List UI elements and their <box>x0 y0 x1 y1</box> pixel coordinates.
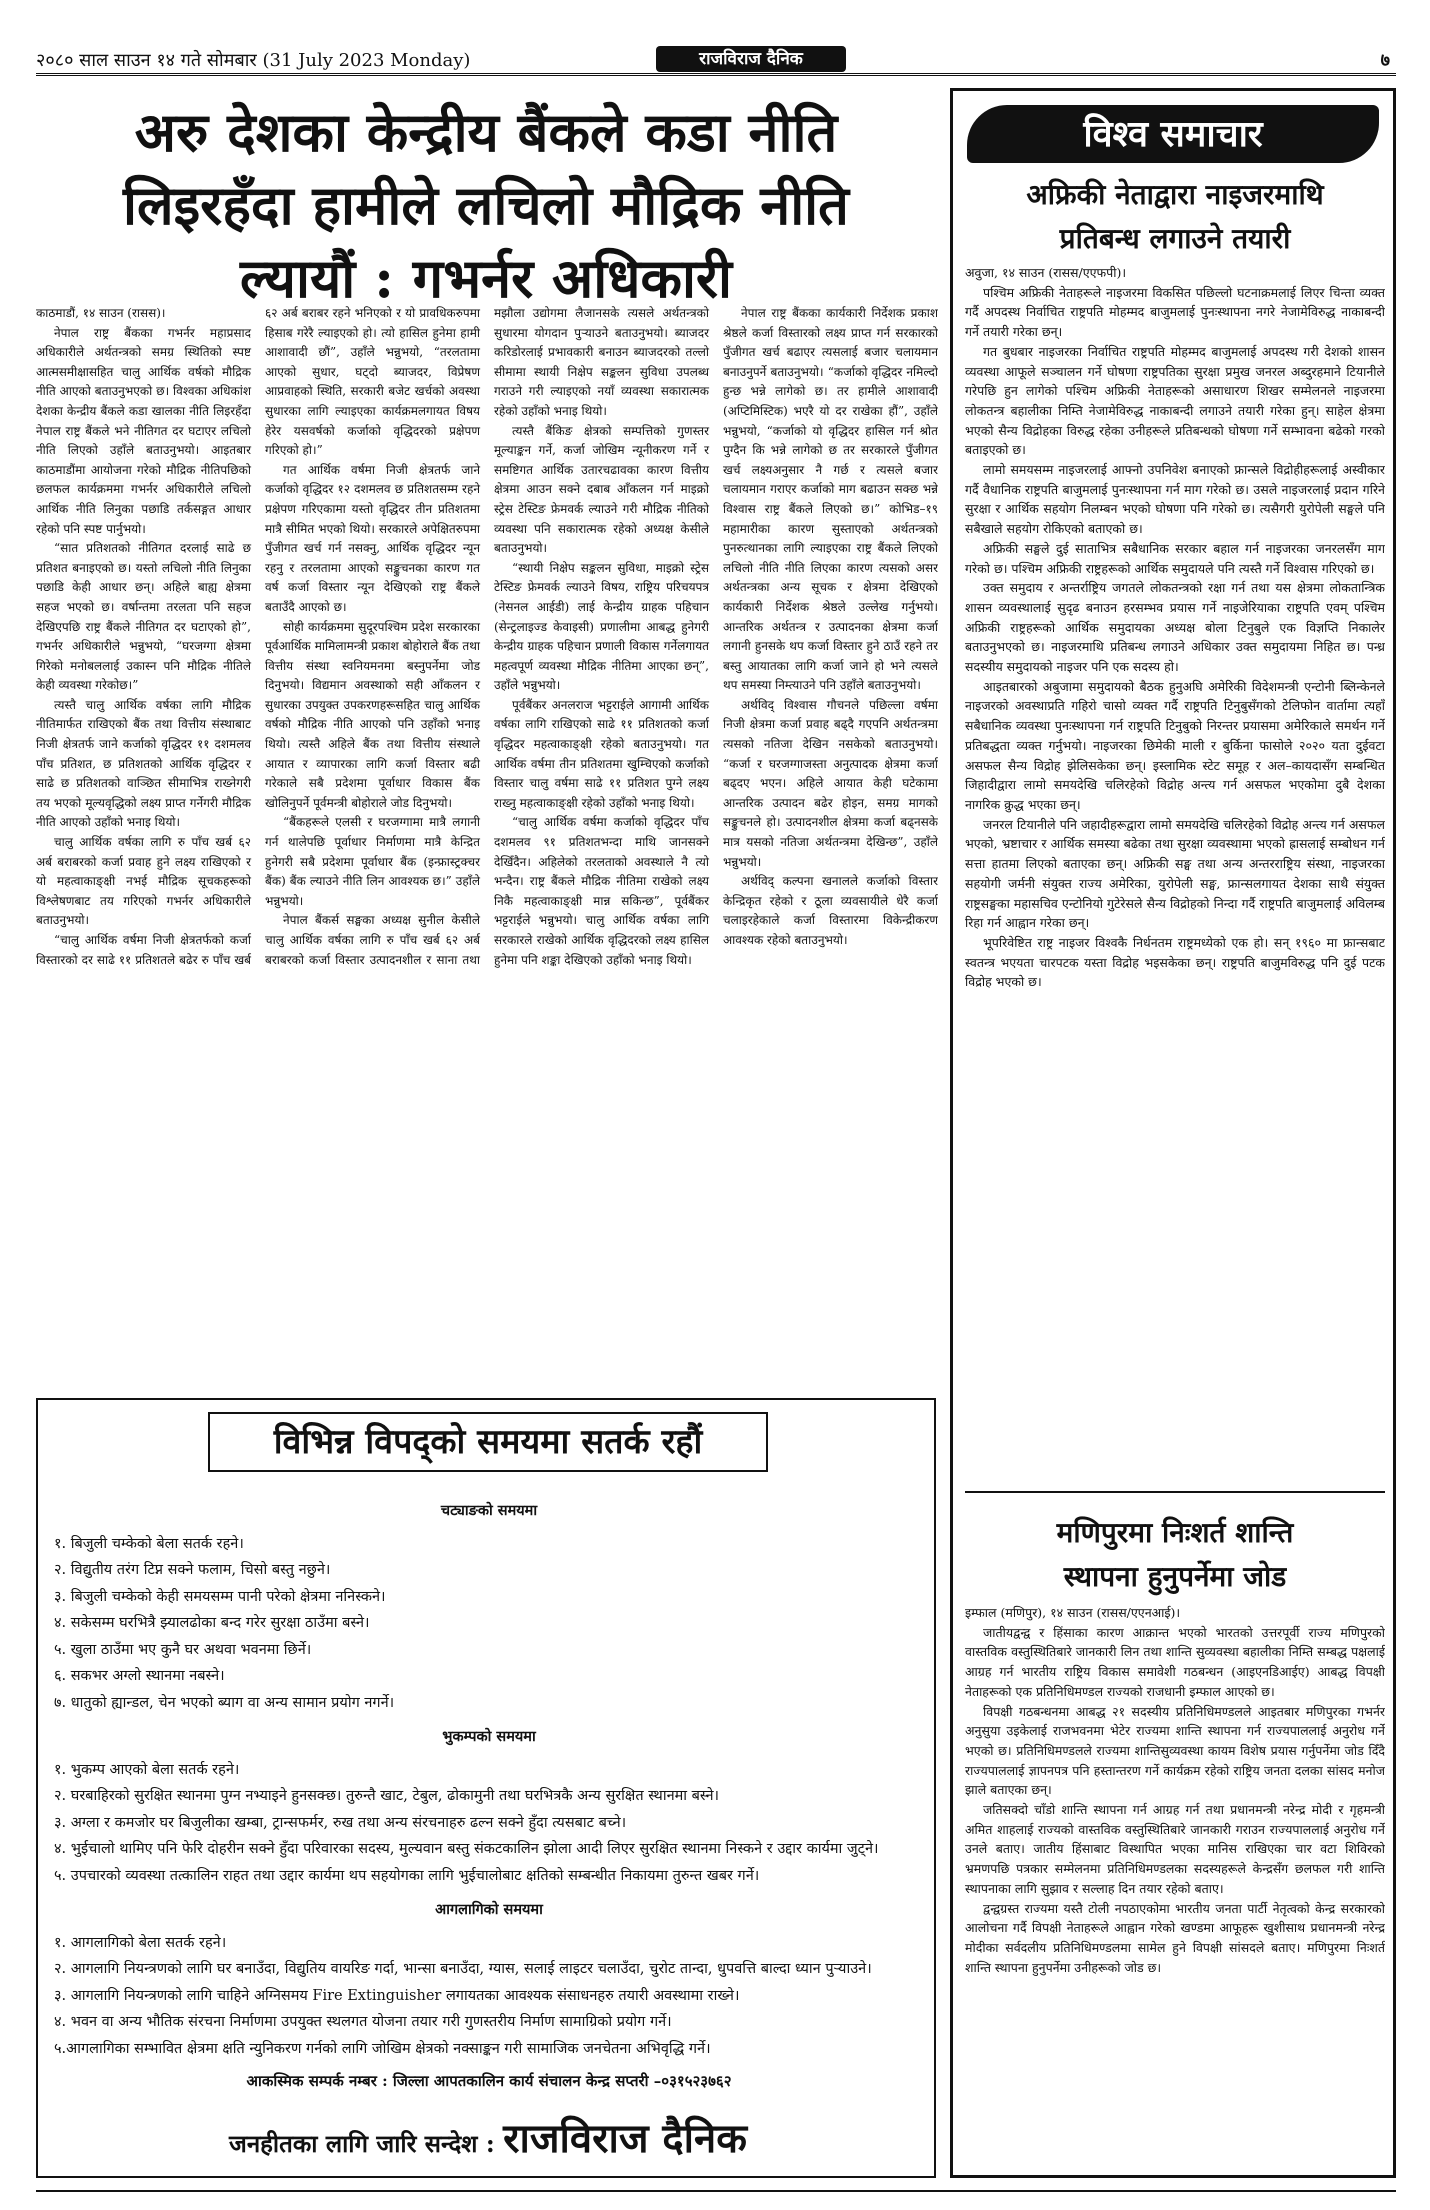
paragraph: भूपरिवेष्टित राष्ट्र नाइजर विश्वकै निर्धनतम राष्ट्रमध्येको एक हो। सन् १९६० मा फ्रान्सबाट स्वतन्त्र भएयता चारपटक यस्ता विद्रोह भइसकेका छन्। राष्ट्रपति बाजुमविरुद्ध पनि दुई पटक विद्रोह भएको छ। <box>965 934 1385 990</box>
disaster-awareness-box <box>36 1398 936 2178</box>
paragraph: विपक्षी गठबन्धनमा आबद्ध २१ सदस्यीय प्रतिनिधिमण्डलले आइतबार मणिपुरका गभर्नर अनुसुया उइकेलाई राजभवनमा भेटेर राज्यमा शान्ति स्थापना गर्न राज्यपाललाई अनुरोध गर्ने भएको छ। प्रतिनिधिमण्डलले राज्यमा शान्तिसुव्यवस्था कायम विशेष प्रयास गर्नुपर्नेमा जोड दिँदै राज्यपाललाई ज्ञापनपत्र पनि हस्तान्तरण गर्ने कार्यक्रम रहेको राष्ट्रिय जनता दलका सांसद मनोज झाले बताएका छन्। <box>965 1703 1385 1798</box>
guideline-item: ३. बिजुली चम्केको केही समयसम्म पानी परेको क्षेत्रमा ननिस्कने। <box>54 1588 386 1605</box>
footer-prefix: जनहीतका लागि जारि सन्देश : <box>229 2129 495 2158</box>
page-header <box>36 46 1396 76</box>
world-news-box <box>950 88 1396 2178</box>
paragraph: पूर्वबैंकर अनलराज भट्टराईले आगामी आर्थिक वर्षका लागि राखिएको साढे ११ प्रतिशतको कर्जा वृद्धिदर महत्वाकाङ्क्षी रहेको बताउनुभयो। गत आर्थिक वर्षमा तीन प्रतिशतमा खुम्चिएको कर्जाको विस्तार चालु वर्षमा साढे ११ प्रतिशत पुग्ने लक्ष्य राख्नु महत्वाकाङ्क्षी रहेको उहाँको भनाइ थियो। <box>494 697 709 810</box>
guideline-item: ४. भवन वा अन्य भौतिक संरचना निर्माणमा उपयुक्त स्थलगत योजना तयार गरी गुणस्तरीय निर्माण सामाग्रिको प्रयोग गर्ने। <box>54 2014 672 2030</box>
world-story1-body <box>965 263 1385 1483</box>
headline-line: अरु देशका केन्द्रीय बैंकले कडा नीति <box>134 100 838 164</box>
paragraph: जातीयद्वन्द्व र हिंसाका कारण आक्रान्त भएको भारतको उत्तरपूर्वी राज्य मणिपुरको वास्तविक वस्तुस्थितिबारे जानकारी लिन तथा शान्ति सुव्यवस्था बहालीका निम्ति सम्बद्ध पक्षलाई आग्रह गर्न भारतीय राष्ट्रिय विकास समावेशी गठबन्धन (आइएनडिआईए) आबद्ध विपक्षी नेताहरूको एक प्रतिनिधिमण्डल राज्यको राजधानी इम्फाल आएको छ। <box>965 1624 1385 1699</box>
guideline-section-heading: भुकम्पको समयमा <box>442 1728 536 1745</box>
headline-line: लिइरहँदा हामीले लचिलो मौद्रिक नीति <box>123 173 849 237</box>
world-story2-body <box>965 1603 1385 2163</box>
paragraph: नेपाल बैंकर्स सङ्घका अध्यक्ष सुनील केसीले चालु आर्थिक वर्षका लागि रु पाँच खर्ब ६२ अर्ब बराबरको कर्जा विस्तार उत्पादनशील र साना तथा मझौला उद्योगमा लैजानसके त्यसले अर्थतन्त्रको सुधारमा योगदान पुऱ्याउने बताउनुभयो। ब्याजदर करिडोरलाई प्रभावकारी बनाउन ब्याजदरको तल्लो सीमामा स्थायी निक्षेप सङ्कलन सुविधा उपलब्ध गराउने गरी ल्याइएको नयाँ व्यवस्था सकारात्मक रहेको उहाँको भनाइ थियो। <box>265 306 709 967</box>
paragraph: उक्त समुदाय र अन्तर्राष्ट्रिय जगतले लोकतन्त्रको रक्षा गर्न तथा यस क्षेत्रमा लोकतान्त्रिक शासन व्यवस्थालाई सुदृढ बनाउन हरसम्भव प्रयास गर्ने नाइजेरियाका राष्ट्रपति एवम् पश्चिम अफ्रिकी राष्ट्रहरूको आर्थिक समुदायका अध्यक्ष बोला टिनुबुले एक विज्ञप्ति निकालेर बताउनुभएको छ। नाइजरमाथि प्रतिबन्ध लगाउने अधिकार उक्त समुदायमा निहित छ। पन्ध्र सदस्यीय समुदायको नाइजर पनि एक सदस्य हो। <box>965 580 1385 675</box>
paragraph: इम्फाल (मणिपुर), १४ साउन (रासस/एएनआई)। <box>965 1605 1181 1620</box>
main-story-body <box>36 304 938 1384</box>
paragraph: “चालु आर्थिक वर्षमा निजी क्षेत्रतर्फको कर्जा विस्तारको दर साढे ११ प्रतिशतले बढेर रु पाँच खर्ब ६२ अर्ब बराबर रहने भनिएको र यो प्रावधिकरुपमा हिसाब गरेरै ल्याइएको हो। त्यो हासिल हुनेमा हामी आशावादी छौं”, उहाँले भन्नुभयो, “तरलतामा आएको सुधार, घट्दो ब्याजदर, विप्रेषण आप्रवाहको स्थिति, सरकारी बजेट खर्चको अवस्था सुधारका लागि ल्याइएका कार्यक्रमलगायत विषय हेरेर यसवर्षको कर्जाको वृद्धिदरको प्रक्षेपण गरिएको हो।” <box>36 306 480 967</box>
guideline-item: १. बिजुली चम्केको बेला सतर्क रहने। <box>54 1535 244 1552</box>
paragraph: नेपाल राष्ट्र बैंकका कार्यकारी निर्देशक प्रकाश श्रेष्ठले कर्जा विस्तारको लक्ष्य प्राप्त गर्न सरकारको पुँजीगत खर्च बढाएर त्यसलाई बजार चलायमान बनाउनुपर्ने बताउनुभयो। “कर्जाको वृद्धिदर नमिल्दो हुन्छ भन्ने लागेको छ। तर हामीले आशावादी (अप्टिमिस्टिक) भएरै यो दर राखेका हौं”, उहाँले भन्नुभयो, “कर्जाको यो वृद्धिदर हासिल गर्न श्रोत पुग्दैन कि भन्ने लागेको छ तर सरकारले पुँजीगत खर्च लक्ष्यअनुसार नै गर्छ र त्यसले बजार चलायमान गराएर कर्जाको माग बढाउन सक्छ भन्ने विश्वास राष्ट्र बैंकले लिएको छ।” कोभिड–१९ महामारीका कारण सुस्ताएको अर्थतन्त्रको पुनरुत्थानका लागि ल्याइएका राष्ट्र बैंकले लिएको लचिलो नीति नीति लिएका कारण त्यसको असर अर्थतन्त्रका अन्य सूचक र क्षेत्रमा देखिएको कार्यकारी निर्देशक श्रेष्ठले उल्लेख गर्नुभयो। आन्तरिक अर्थतन्त्र र उत्पादनका क्षेत्रमा कर्जा लगानी हुनसके थप कर्जा विस्तार हुने ठाउँ रहने तर बस्तु आयातका लागि कर्जा जाने हो भने त्यसले थप समस्या निम्त्याउने पनि उहाँले बताउनुभयो। <box>723 306 938 693</box>
paragraph: चालु आर्थिक वर्षका लागि रु पाँच खर्ब ६२ अर्ब बराबरको कर्जा प्रवाह हुने लक्ष्य राखिएको र यो महत्वाकाङ्क्षी नभई मौद्रिक सूचकहरूको विश्लेषणबाट तय गरिएको गभर्नर अधिकारीले बताउनुभयो। <box>36 835 251 928</box>
guideline-item: ७. धातुको ह्यान्डल, चेन भएको ब्याग वा अन्य सामान प्रयोग नगर्ने। <box>54 1694 395 1711</box>
paragraph: त्यस्तै बैंकिङ क्षेत्रको सम्पत्तिको गुणस्तर मूल्याङ्कन गर्ने, कर्जा जोखिम न्यूनीकरण गर्ने र समष्टिगत आर्थिक उतारचढावका कारण वित्तीय क्षेत्रमा आउन सक्ने दबाब आँकलन गर्न माइक्रो स्ट्रेस टेस्टिङ फ्रेमवर्क ल्याउने गरी मौद्रिक नीतिको व्यवस्था पनि सकारात्मक रहेको अध्यक्ष केसीले बताउनुभयो। <box>494 423 709 556</box>
paragraph: अवुजा, १४ साउन (रासस/एएफपी)। <box>965 265 1127 280</box>
paragraph: नेपाल राष्ट्र बैंकका गभर्नर महाप्रसाद अधिकारीले अर्थतन्त्रको समग्र स्थितिको स्पष्ट आत्मसमीक्षासहित चालु आर्थिक वर्षको मौद्रिक नीति आएको बताउनुभएको छ। विश्वका अधिकांश देशका केन्द्रीय बैंकले कडा खालका नीति लिइरहँदा नेपाल राष्ट्र बैंकले भने नीतिगत दर घटाएर लचिलो नीति लिएको उहाँले बताउनुभयो। आइतबार काठमाडौंमा आयोजना गरेको मौद्रिक नीतिपछिको छलफल कार्यक्रममा गभर्नर अधिकारीले लचिलो आर्थिक नीति लिनुका पछाडि तर्कसङ्गत आधार रहेको पनि स्पष्ट पार्नुभयो। <box>36 325 251 536</box>
paragraph: सोही कार्यक्रममा सुदूरपश्चिम प्रदेश सरकारका पूर्वआर्थिक मामिलामन्त्री प्रकाश बोहोराले बैंक तथा वित्तीय संस्था स्वनियमनमा बस्नुपर्नेमा जोड दिनुभयो। विद्यमान अवस्थाको सही आँकलन र सुधारका उपयुक्त उपकरणहरूसहित चालु आर्थिक वर्षको मौद्रिक नीति आएको पनि उहाँको भनाइ थियो। त्यस्तै अहिले बैंक तथा वित्तीय संस्थाले आयात र व्यापारका लागि कर्जा विस्तार बढी गरेकाले सबै प्रदेशमा पूर्वाधार विकास बैंक खोलिनुपर्ने पूर्वमन्त्री बोहोराले जोड दिनुभयो। <box>265 619 480 810</box>
guideline-item: १. आगलागिको बेला सतर्क रहने। <box>54 1934 227 1951</box>
guideline-section-heading: चट्याङको समयमा <box>440 1502 538 1519</box>
section-divider <box>965 1491 1385 1493</box>
paragraph: जनरल टियानीले पनि जहादीहरूद्वारा लामो समयदेखि चलिरहेको विद्रोह अन्त्य गर्न असफल भएको, भ्रष्टाचार र आर्थिक समस्या बढेका तथा सुरक्षा व्यवस्थामा भएको ह्रासलाई सम्बोधन गर्न सत्ता हातमा लिएको बताएका छन्। अफ्रिकी सङ्घ तथा अन्य अन्तरराष्ट्रिय संस्था, नाइजरका सहयोगी जर्मनी संयुक्त राज्य अमेरिका, युरोपेली सङ्घ, फ्रान्सलगायत देशका साथै संयुक्त राष्ट्रसङ्घका महासचिव एन्टोनियो गुटेरेसले सैन्य विद्रोहको निन्दा गर्दै राष्ट्रपति बाजुमलाई अविलम्ब रिहा गर्न आह्वान गरेका छन्। <box>965 816 1385 931</box>
guideline-list <box>54 1930 924 2063</box>
guideline-item: १. भुकम्प आएको बेला सतर्क रहने। <box>54 1761 240 1778</box>
issue-date: २०८० साल साउन १४ गते सोमबार (31 July 2023 Monday) <box>36 50 471 71</box>
guideline-item: २. आगलागि नियन्त्रणको लागि घर बनाउँदा, विद्युतिय वायरिङ गर्दा, भान्सा बनाउँदा, ग्यास, सलाई लाइटर चलाउँदा, चुरोट तान्दा, धुपवत्ति बाल्दा ध्यान पुऱ्याउने। <box>54 1961 872 1977</box>
guideline-item: २. घरबाहिरको सुरक्षित स्थानमा पुग्न नभ्याइने हुनसक्छ। तुरुन्तै खाट, टेबुल, ढोकामुनी तथा घरभित्रकै अन्य सुरक्षित स्थानमा बस्ने। <box>54 1788 720 1804</box>
paragraph: अर्थविद् विश्वास गौचनले पछिल्ला वर्षमा निजी क्षेत्रमा कर्जा प्रवाह बढ्दै गएपनि अर्थतन्त्रमा त्यसको नतिजा देखिन नसकेको बताउनुभयो। “कर्जा र घरजग्गाजस्ता अनुत्पादक क्षेत्रमा कर्जा बढ्दए भएन। अहिले आयात केही घटेकामा आन्तरिक उत्पादन बढेर होइन, समग्र मागको सङ्कुचनले हो। उत्पादनशील क्षेत्रमा कर्जा बढ्नसके मात्र यसको नतिजा अर्थतन्त्रमा देखिन्छ”, उहाँले भन्नुभयो। <box>723 697 938 869</box>
main-headline <box>36 96 936 315</box>
paragraph: पश्चिम अफ्रिकी नेताहरूले नाइजरमा विकसित पछिल्लो घटनाक्रमलाई लिएर चिन्ता व्यक्त गर्दै अपदस्थ निर्वाचित राष्ट्रपति मोहम्मद बाजुमलाई पुनःस्थापना नगरे नेजामेविरुद्ध नाकाबन्दी गर्ने तयारी गरेका छन्। <box>965 284 1385 340</box>
public-message-footer <box>38 2109 938 2164</box>
guideline-item: ५.आगलागिका सम्भावित क्षेत्रमा क्षति न्युनिकरण गर्नको लागि जोखिम क्षेत्रको नक्साङ्कन गरी सामाजिक जनचेतना अभिवृद्धि गर्ने। <box>54 2040 711 2057</box>
guideline-item: २. विद्युतीय तरंग टिप्न सक्ने फलाम, चिसो बस्तु नछुने। <box>54 1562 331 1578</box>
disaster-guidelines <box>54 1490 924 2095</box>
guideline-item: ३. आगलागि नियन्त्रणको लागि चाहिने अग्निसमय Fire Extinguisher लगायतका आवश्यक संसाधनहरु तयारी अवस्थामा राख्ने। <box>54 1987 740 2004</box>
headline-line: ल्यायौं : गभर्नर अधिकारी <box>239 246 733 310</box>
guideline-item: ४. सकेसम्म घरभित्रै झ्यालढोका बन्द गरेर सुरक्षा ठाउँमा बस्ने। <box>54 1615 370 1631</box>
paragraph: काठमाडौं, १४ साउन (रासस)। <box>36 306 166 320</box>
guideline-item: ४. भुईचालो थामिए पनि फेरि दोहरीन सक्ने हुँदा परिवारका सदस्य, मुल्यवान बस्तु संकटकालिन झोला आदी लिएर सुरक्षित स्थानमा निस्कने र उद्दार कार्यमा जुट्ने। <box>54 1841 879 1857</box>
guideline-section-heading: आगलागिको समयमा <box>435 1901 543 1918</box>
guideline-list <box>54 1757 924 1890</box>
guideline-item: ६. सकभर अग्लो स्थानमा नबस्ने। <box>54 1668 225 1684</box>
masthead-logo: राजविराज दैनिक <box>656 46 846 72</box>
disaster-box-title: विभिन्न विपद्को समयमा सतर्क रहौं <box>208 1412 768 1472</box>
page-number: ७ <box>1380 50 1390 71</box>
paragraph: अर्थविद् कल्पना खनालले कर्जाको विस्तार केन्द्रिकृत रहेको र ठूला व्यवसायीले धेरै कर्जा चलाइरहेकाले कर्जा विस्तारमा विकेन्द्रीकरण आवश्यक रहेको बताउनुभयो। <box>723 874 938 947</box>
world-story1-headline: अफ्रिकी नेताद्वारा नाइजरमाथि प्रतिबन्ध लगाउने तयारी <box>1026 178 1324 255</box>
paragraph: गत आर्थिक वर्षमा निजी क्षेत्रतर्फ जाने कर्जाको वृद्धिदर १२ दशमलव छ प्रतिशतसम्म रहने प्रक्षेपण गरिएकामा यस्तो वृद्धिदर तीन प्रतिशतमा मात्रै सीमित भएको थियो। सरकारले अपेक्षितरुपमा पुँजीगत खर्च गर्न नसक्नु, आर्थिक वृद्धिदर न्यून रहनु र तरलतामा आएको सङ्कुचनका कारण गत वर्ष कर्जा विस्तार न्यून देखिएको राष्ट्र बैंकले बताउँदै आएको छ। <box>265 462 480 614</box>
paragraph: “स्थायी निक्षेप सङ्कलन सुविधा, माइक्रो स्ट्रेस टेस्टिङ फ्रेमवर्क ल्याउने विषय, राष्ट्रिय परिचयपत्र (नेसनल आईडी) लाई केन्द्रीय ग्राहक पहिचान (सेन्ट्रलाइज्ड केवाइसी) प्रणालीमा आबद्ध हुनेगरी केन्द्रीय ग्राहक पहिचान प्रणाली विकास गर्नेलगायत महत्वपूर्ण व्यवस्था मौद्रिक नीतिमा आएका छन्”, उहाँले भन्नुभयो। <box>494 560 709 693</box>
guideline-item: ३. अग्ला र कमजोर घर बिजुलीका खम्बा, ट्रान्सफर्मर, रुख तथा अन्य संरचनाहरु ढल्न सक्ने हुँदा त्यसबाट बच्ने। <box>54 1814 627 1831</box>
world-story2-headline: मणिपुरमा निःशर्त शान्ति स्थापना हुनुपर्नेमा जोड <box>1056 1516 1294 1593</box>
guideline-list <box>54 1531 924 1717</box>
paragraph: जतिसक्दो चाँडो शान्ति स्थापना गर्न आग्रह गर्न तथा प्रधानमन्त्री नरेन्द्र मोदी र गृहमन्त्री अमित शाहलाई राज्यको वास्तविक वस्तुस्थितिबारे जानकारी गराउन राज्यपाललाई अनुरोध गर्ने उनले बताए। जातीय हिंसाबाट विस्थापित भएका मानिस राखिएका चार वटा शिविरको भ्रमणपछि पत्रकार सम्मेलनमा प्रतिनिधिमण्डलका सदस्यहरूले केन्द्रसँग छलफल गरी शान्ति स्थापनाका लागि सुझाव र सल्लाह दिन तयार रहेको बताए। <box>965 1802 1385 1896</box>
emergency-contact: आकस्मिक सम्पर्क नम्बर : जिल्ला आपतकालिन कार्य संचालन केन्द्र सप्तरी –०३१५२३७६२ <box>246 2072 732 2090</box>
guideline-item: ५. उपचारको व्यवस्था तत्कालिन राहत तथा उद्दार कार्यमा थप सहयोगका लागि भुईचालोबाट क्षतिको सम्बन्धीत निकायमा तुरुन्त खबर गर्ने। <box>54 1867 760 1884</box>
paragraph: गत बुधबार नाइजरका निर्वाचित राष्ट्रपति मोहम्मद बाजुमलाई अपदस्थ गरी देशको शासन व्यवस्था आफूले सञ्चालन गर्ने घोषणा राष्ट्रपतिका सुरक्षा प्रमुख जनरल अब्दुरहमाने टियानीले गरेपछि हुन लागेको पश्चिम अफ्रिकी नेताहरूको असाधारण शिखर सम्मेलनले नाइजरमा लोकतन्त्र बहालीका निम्ति नेजामेविरुद्ध नाकाबन्दी लगाउने तयारी गरेका हुन्। साहेल क्षेत्रमा भएको सैन्य विद्रोहका विरुद्ध रहेका उनीहरूले प्रतिबन्धको घोषणा गर्ने सम्भावना बढेको गरको बताइएको छ। <box>965 343 1385 458</box>
paragraph: “सात प्रतिशतको नीतिगत दरलाई साढे छ प्रतिशत बनाइएको छ। यस्तो लचिलो नीति लिनुका पछाडि केही आधार छन्। अहिले बाह्य क्षेत्रमा सहज भएको छ। वर्षान्तमा तरलता पनि सहज देखिएपछि राष्ट्र बैंकले नीतिगत दर घटाएको हो”, गभर्नर अधिकारीले भन्नुभयो, “घरजग्गा क्षेत्रमा गिरेको मनोबललाई उकास्न पनि मौद्रिक नीतिले केही व्यवस्था गरेकोछ।” <box>36 541 251 693</box>
guideline-item: ५. खुला ठाउँमा भए कुनै घर अथवा भवनमा छिर्ने। <box>54 1641 312 1658</box>
paragraph: आइतबारको अबुजामा समुदायको बैठक हुनुअघि अमेरिकी विदेशमन्त्री एन्टोनी ब्लिन्केनले नाइजरको अवस्थाप्रति गहिरो चासो व्यक्त गर्दै राष्ट्रपति टिनुबुसँगको टेलिफोन वार्तामा त्यहाँ सबैधानिक व्यवस्था पुनःस्थापना गर्न राष्ट्रपति टिनुबुको निरन्तर प्रयासमा अमेरिकाले समर्थन गर्ने प्रतिबद्धता व्यक्त गर्नुभयो। नाइजरका छिमेकी माली र बुर्किना फासोले २०२० यता दुईवटा असफल सैन्य विद्रोह झेलिसकेका छन्। इस्लामिक स्टेट समूह र अल–कायदासँग सम्बन्धित जिहादीद्वारा लामो समयदेखि चलिरहेको विद्रोह अन्त्य गर्न असफल भएकोमा दुबै देशका नागरिक क्रुद्ध भएका छन्। <box>965 678 1385 812</box>
world-news-banner: विश्व समाचार <box>967 105 1379 163</box>
bottom-rule <box>36 2190 1396 2192</box>
paragraph: अफ्रिकी सङ्घले दुई साताभित्र सबैधानिक सरकार बहाल गर्न नाइजरका जनरलसँग माग गरेको छ। पश्चिम अफ्रिकी राष्ट्रहरूको आर्थिक समुदायले पनि त्यस्तै गर्ने विश्वास गरिएको छ। <box>965 540 1385 576</box>
paragraph: लामो समयसम्म नाइजरलाई आफ्नो उपनिवेश बनाएको फ्रान्सले विद्रोहीहरूलाई अस्वीकार गर्दै वैधानिक राष्ट्रपति बाजुमलाई पुनःस्थापना गर्न माग गरेको छ। उसले नाइजरलाई प्रदान गरिने सुरक्षा र आर्थिक सहयोग निलम्बन भएको घोषणा पनि गरेको छ। त्यसैगरी युरोपेली सङ्घले पनि सबैखाले सहयोग रोकिएको बताएको छ। <box>965 462 1385 537</box>
footer-newspaper-name: राजविराज दैनिक <box>503 2115 747 2162</box>
paragraph: “चालु आर्थिक वर्षमा कर्जाको वृद्धिदर पाँच दशमलव ९१ प्रतिशतभन्दा माथि जानसक्ने देखिँदैन। अहिलेको तरलताको अवस्थाले नै त्यो भन्दैन। राष्ट्र बैंकले मौद्रिक नीतिमा राखेको लक्ष्य निकै महत्वाकाङ्क्षी मान्न सकिन्छ”, पूर्वबैंकर भट्टराईले भन्नुभयो। चालु आर्थिक वर्षका लागि सरकारले राखेको आर्थिक वृद्धिदरको लक्ष्य हासिल हुनेमा पनि शङ्का देखिएको उहाँको भनाइ थियो। <box>494 815 709 967</box>
paragraph: “बैंकहरूले एलसी र घरजग्गामा मात्रै लगानी गर्न थालेपछि पूर्वाधार निर्माणमा मात्रै केन्द्रित हुनेगरी सबै प्रदेशमा पूर्वाधार बैंक (इन्फ्रास्ट्रक्चर बैंक) बैंक ल्याउने नीति लिन आवश्यक छ।” उहाँले भन्नुभयो। <box>265 815 480 908</box>
paragraph: त्यस्तै चालु आर्थिक वर्षका लागि मौद्रिक नीतिमार्फत राखिएको बैंक तथा वित्तीय संस्थाबाट निजी क्षेत्रतर्फ जाने कर्जाको वृद्धिदर ११ दशमलव पाँच प्रतिशत, छ प्रतिशतको आर्थिक वृद्धिदर र साढे छ प्रतिशतको वाञ्छित सीमाभित्र राख्नेगरी तय भएको मूल्यवृद्धिको लक्ष्य प्राप्त गर्नेगरी मौद्रिक नीति आएको उहाँको भनाइ थियो। <box>36 697 251 830</box>
paragraph: द्वन्द्वग्रस्त राज्यमा यस्तै टोली नपठाएकोमा भारतीय जनता पार्टी नेतृत्वको केन्द्र सरकारको आलोचना गर्दै विपक्षी नेताहरूले आह्वान गरेको खण्डमा आफूहरू खुशीसाथ प्रधानमन्त्री नरेन्द्र मोदीका सर्वदलीय प्रतिनिधिमण्डलमा सामेल हुने विपक्षी सांसदले बताए। मणिपुरमा निःशर्त शान्ति स्थापना हुनुपर्नेमा उनीहरूको जोड छ। <box>965 1900 1385 1975</box>
